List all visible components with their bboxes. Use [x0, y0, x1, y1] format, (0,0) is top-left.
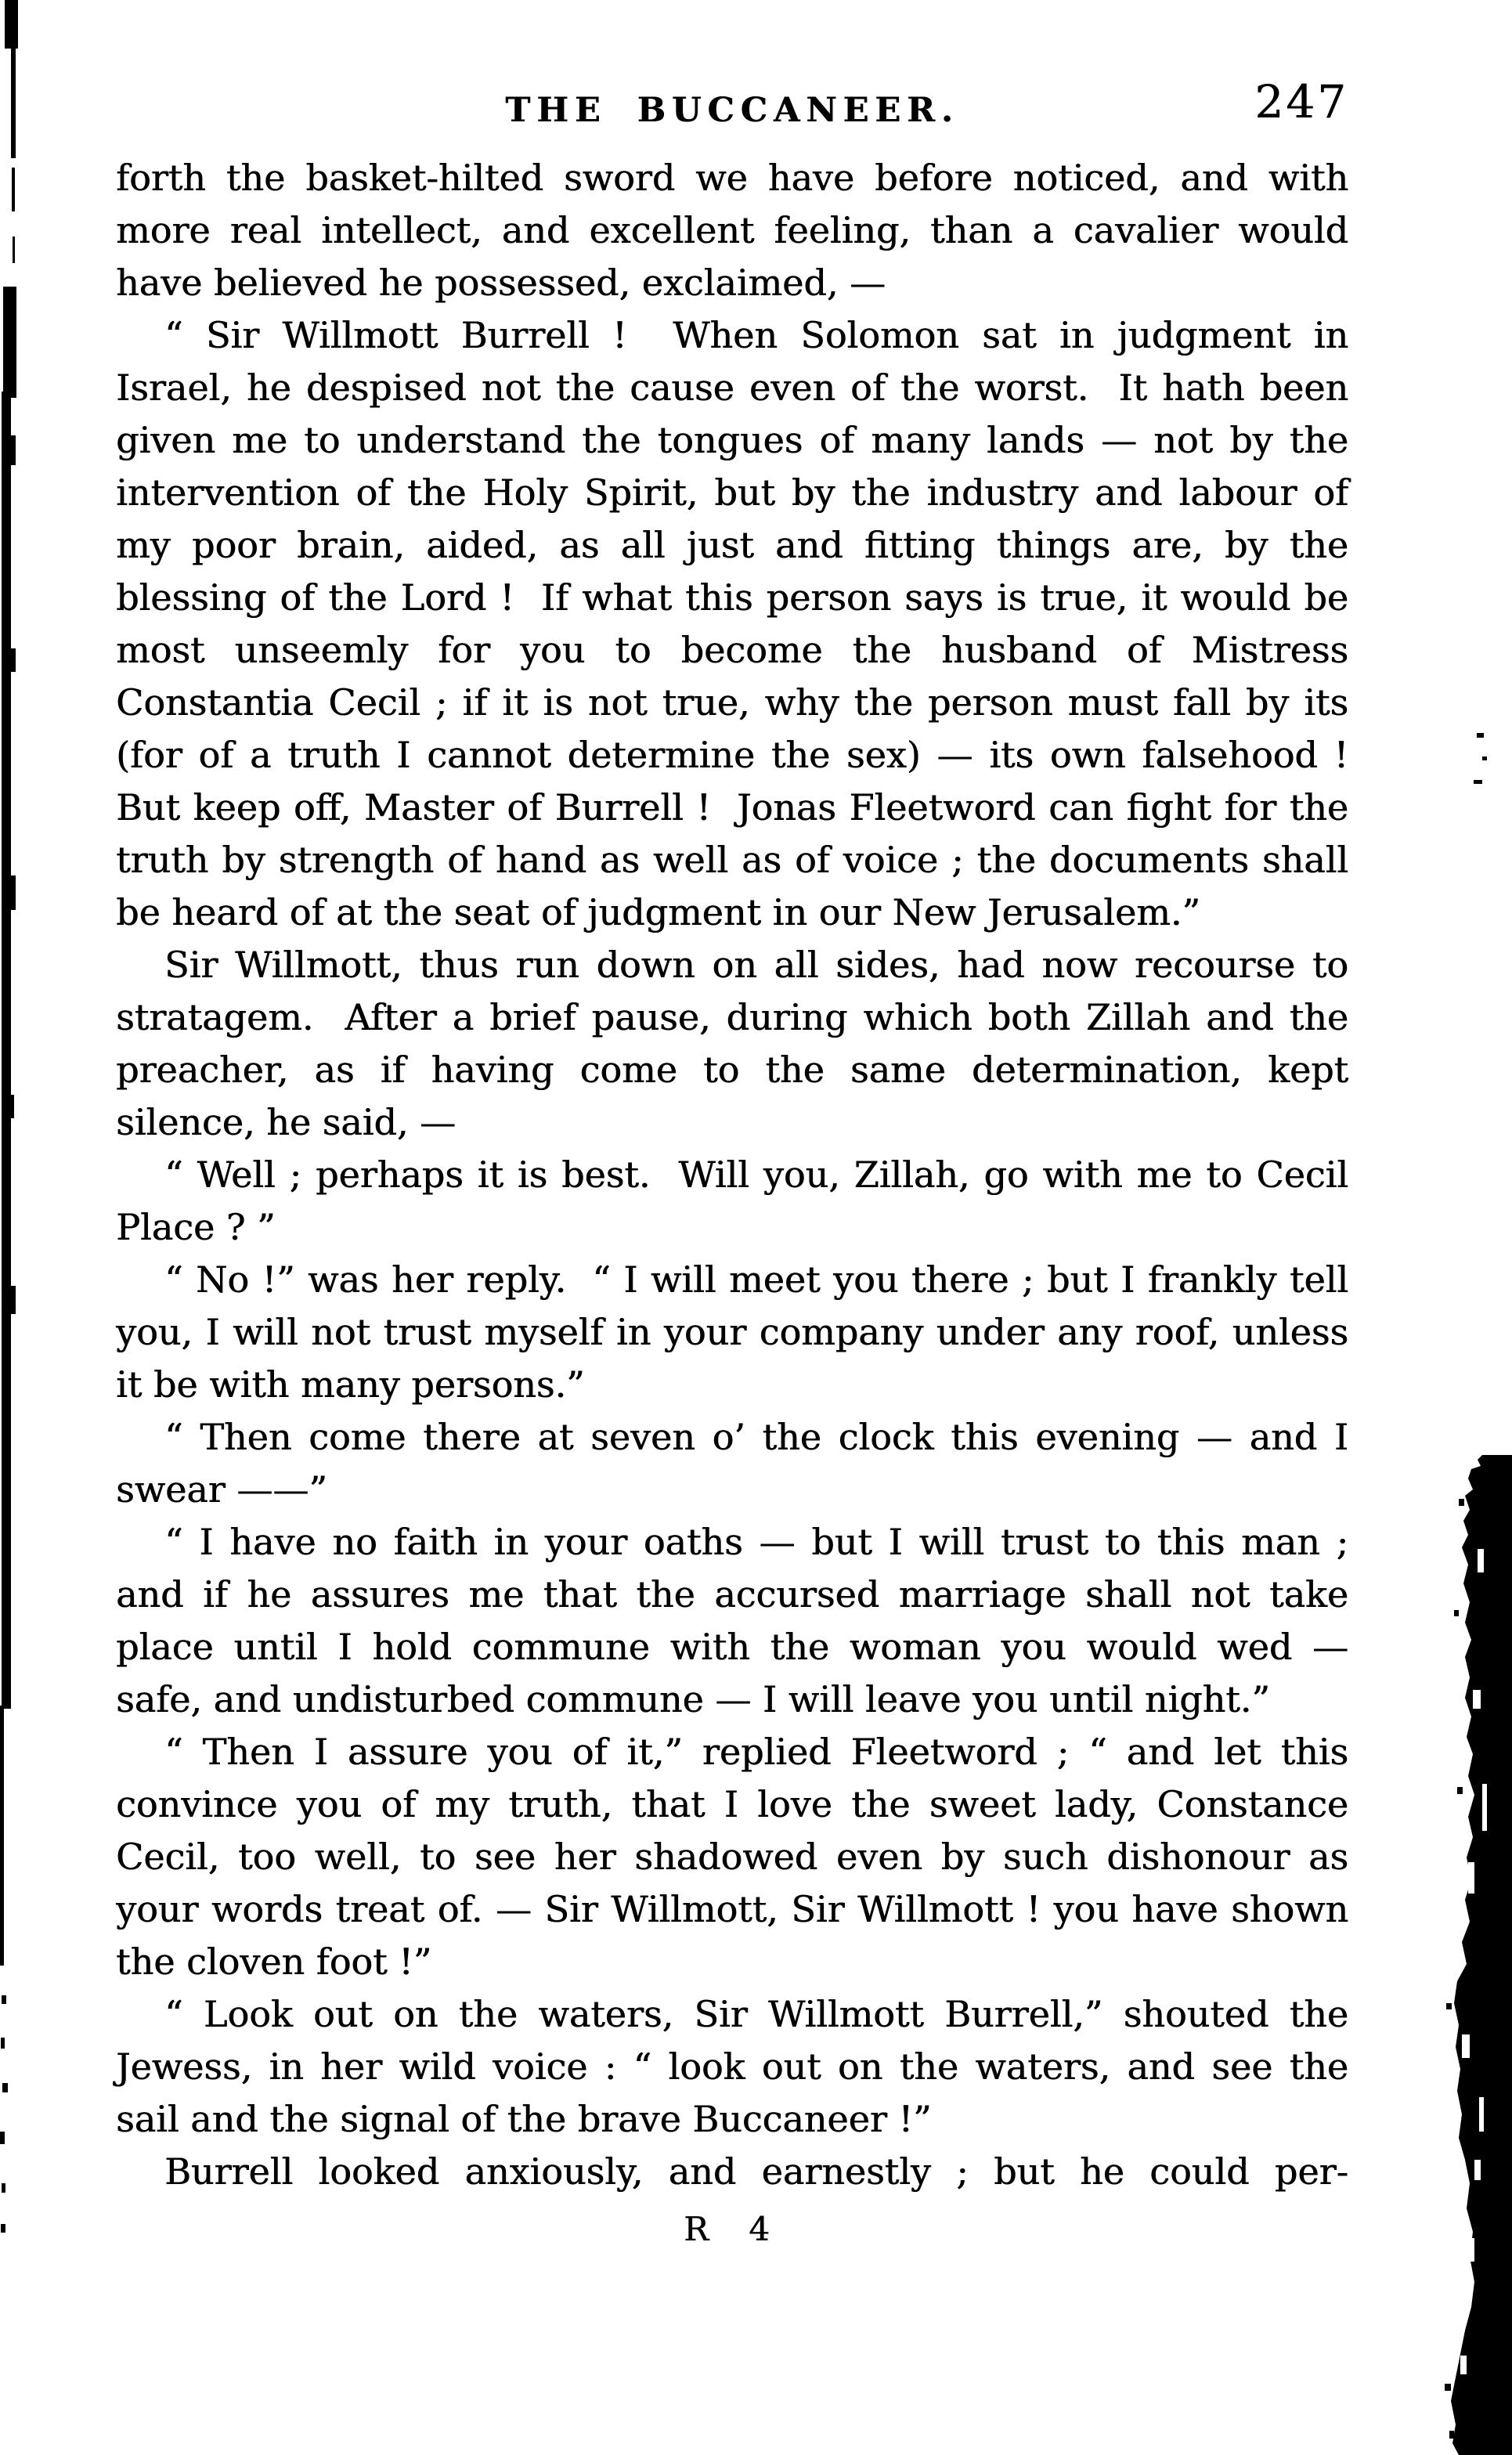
text-block: [116, 152, 1372, 2255]
paragraph: Burrell looked anxiously, and earnestly ; but he could per-: [164, 2150, 1348, 2193]
paragraph: forth the basket-hilted sword we have before noticed, and with more real intellect, and excellent feeling, than a cavalier would have believed he possessed, exclaimed, —: [116, 157, 1360, 304]
paragraph: Sir Willmott, thus run down on all sides, had now recourse to stratagem. After a brief pause, during which both Zillah and the preacher, as if having come to the same determination, kept silence, he said, —: [116, 944, 1360, 1143]
paragraph: “ I have no faith in your oaths — but I will trust to this man ; and if he assures me that the accursed marriage shall not take place until I hold commune with the woman you would wed — safe, and undisturbed commune — I will leave you until night.”: [116, 1521, 1360, 1720]
left-edge-ink-streak-artifact: [0, 0, 25, 2247]
ink-speck-artifact: [1477, 733, 1484, 738]
paragraph: “ Well ; perhaps it is best. Will you, Zillah, go with me to Cecil Place ? ”: [116, 1153, 1360, 1248]
paragraph: “ No !” was her reply. “ I will meet you there ; but I frankly tell you, I will not trust myself in your company under any roof, unless it be with many persons.”: [116, 1258, 1360, 1406]
paragraph: “ Then I assure you of it,” replied Fleetword ; “ and let this convince you of my truth, that I love the sweet lady, Constance Cecil, too well, to see her shadowed even by such dishonour as your words treat of. — Sir Willmott, Sir Willmott ! you have shown the cloven foot !”: [116, 1731, 1360, 1983]
paragraph: “ Look out on the waters, Sir Willmott Burrell,” shouted the Jewess, in her wild voice : “ look out on the waters, and see the sail and the signal of the brave Buccaneer !”: [116, 1993, 1360, 2140]
running-head: [116, 75, 1348, 139]
paragraph: “ Sir Willmott Burrell ! When Solomon sat in judgment in Israel, he despised not the cause even of the worst. It hath been given me to understand the tongues of many lands — not by the intervention of the Holy Spirit, but by the industry and labour of my poor brain, aided, as all just and fitting things are, by the blessing of the Lord ! If what this person says is true, it would be most unseemly for you to become the husband of Mistress Constantia Cecil ; if it is not true, why the person must fall by its (for of a truth I cannot determine the sex) — its own falsehood ! But keep off, Master of Burrell ! Jonas Fleetword can fight for the truth by strength of hand as well as of voice ; the documents shall be heard of at the seat of judgment in our New Jerusalem.”: [116, 314, 1372, 933]
ink-speck-artifact: [1474, 780, 1482, 784]
page-number: 247: [1254, 75, 1348, 128]
ink-speck-artifact: [1482, 756, 1487, 760]
paragraph: “ Then come there at seven o’ the clock this evening — and I swear ——”: [116, 1416, 1360, 1511]
right-edge-ink-stain-artifact: [1442, 1455, 1512, 2455]
signature-mark: R 4: [684, 2210, 781, 2248]
page-title: THE BUCCANEER.: [505, 91, 959, 130]
